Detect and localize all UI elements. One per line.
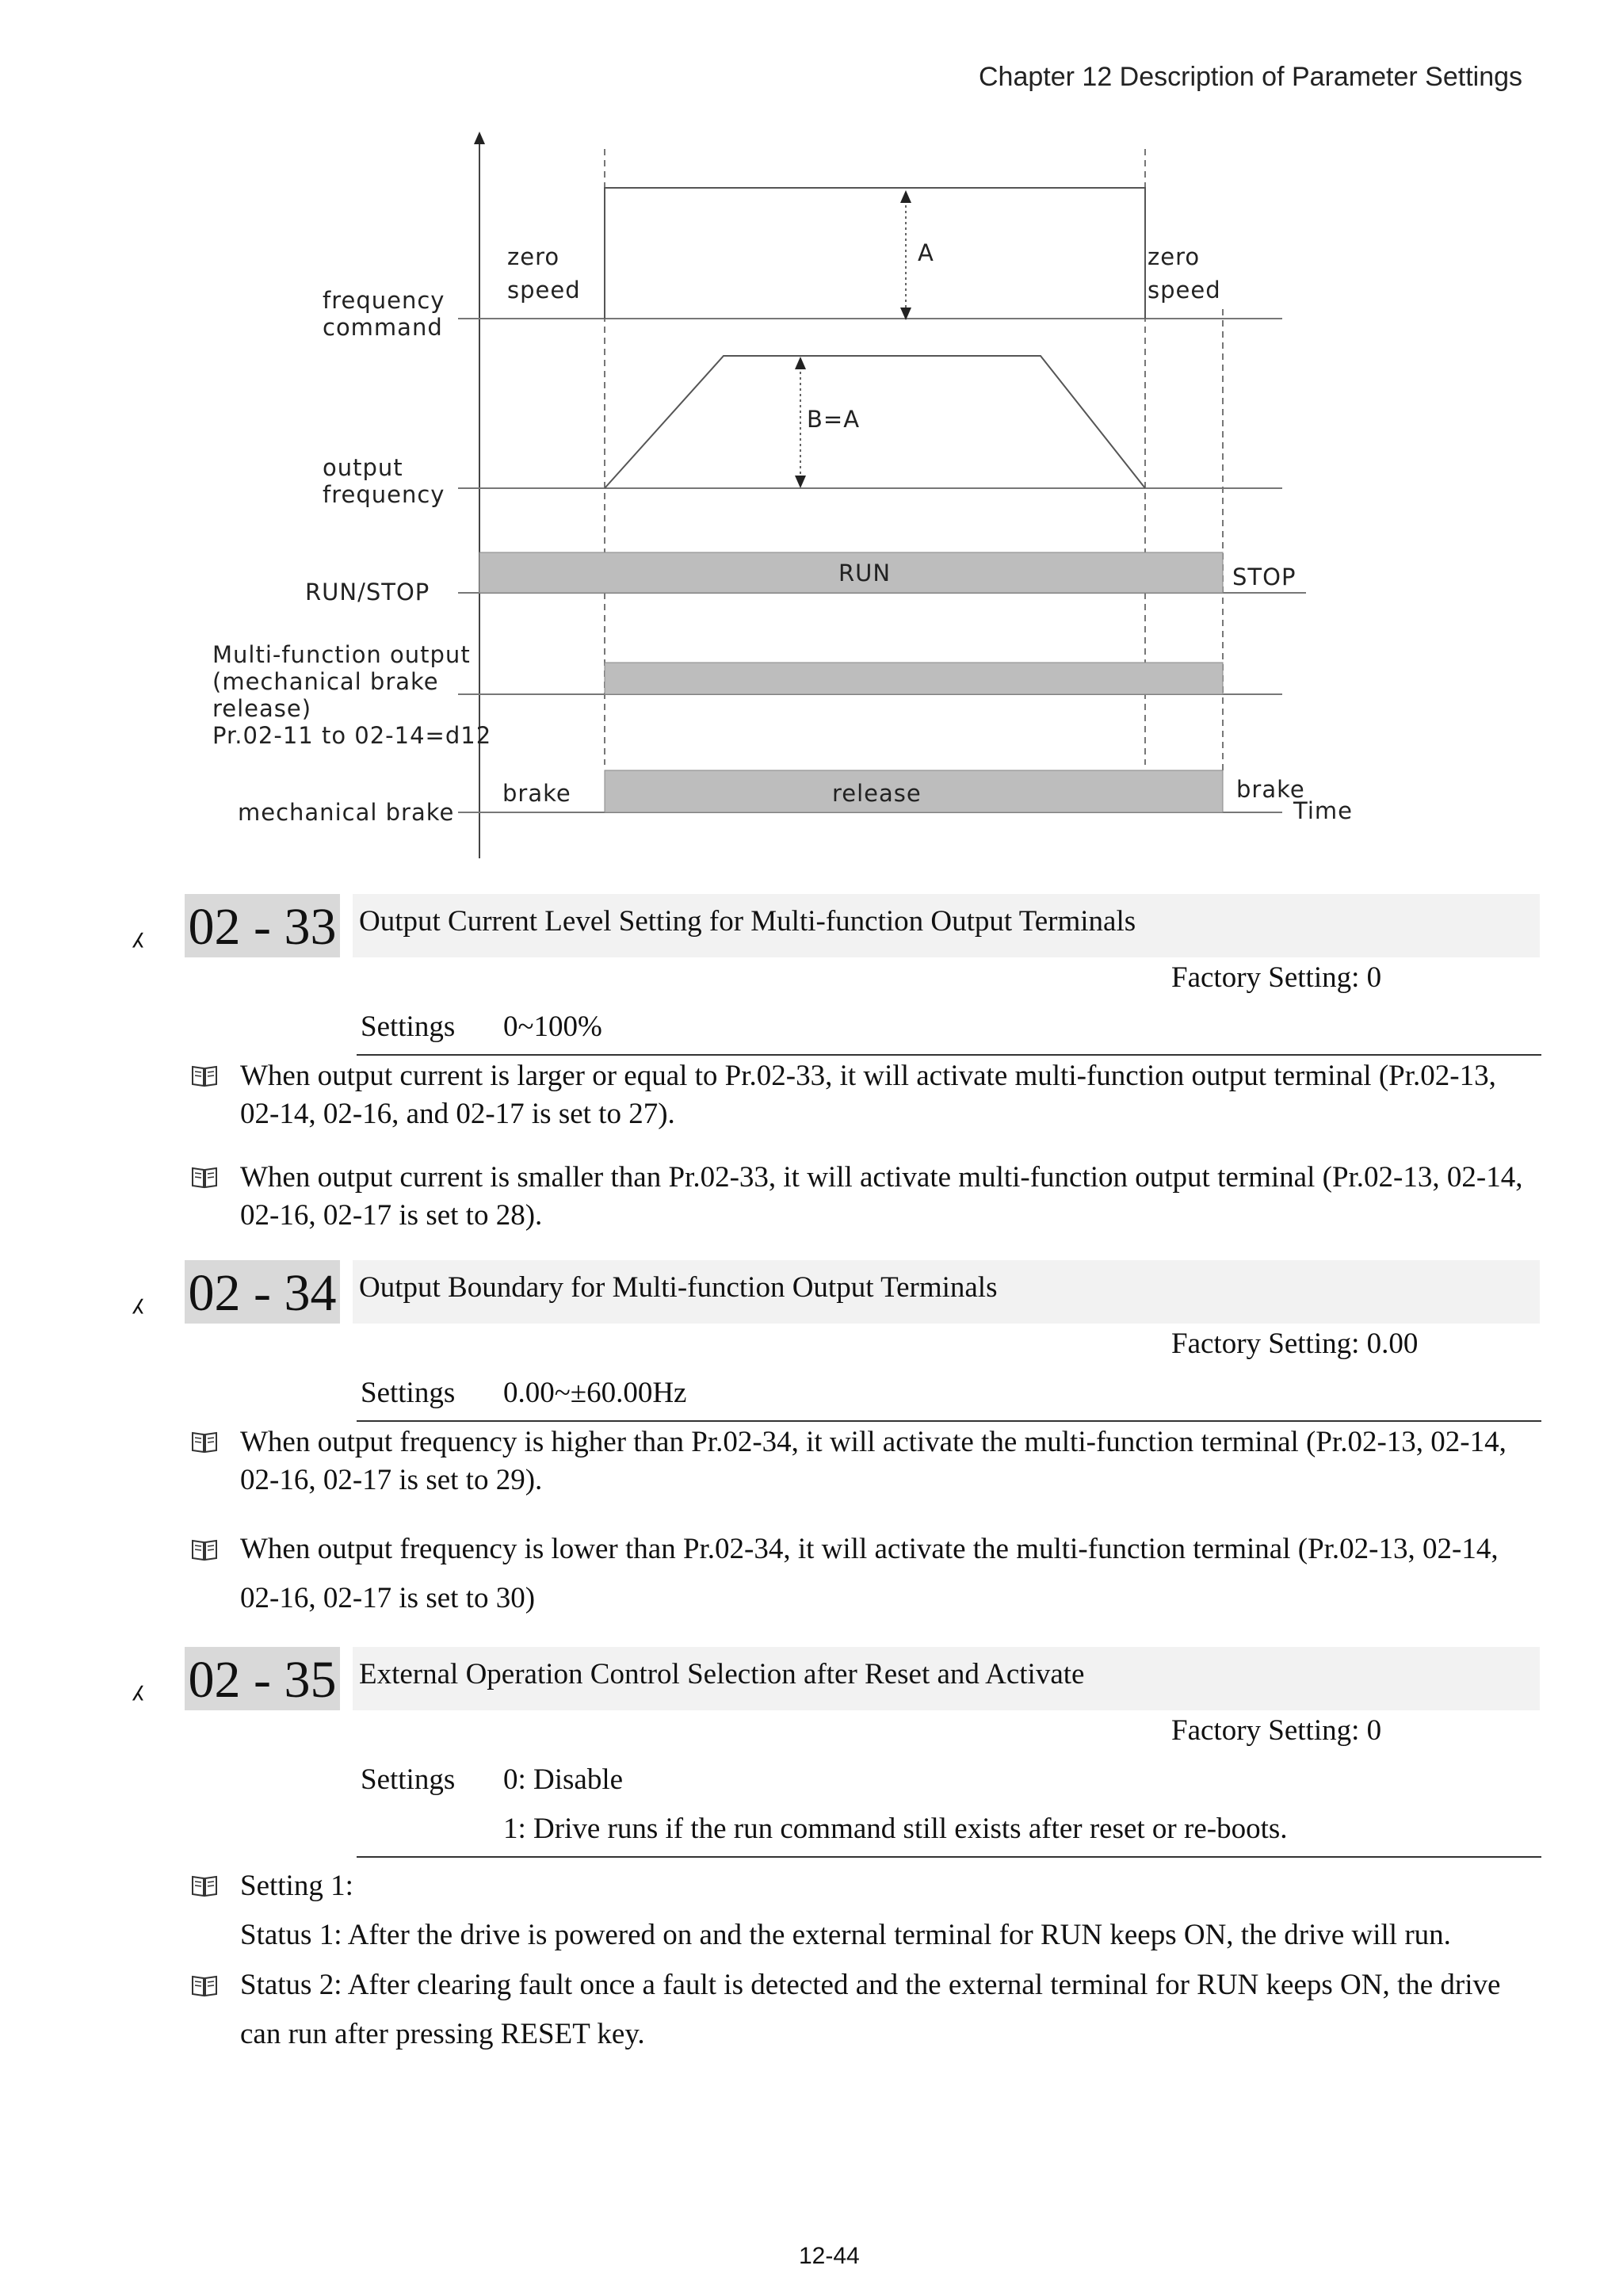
param-title: Output Boundary for Multi-function Output Terminals [353, 1260, 1540, 1324]
factory-setting: Factory Setting: 0.00 [1171, 1328, 1419, 1360]
label-mfo-2: (mechanical brake [212, 668, 439, 695]
label-frequency-command-1: frequency [323, 287, 445, 314]
mfo-bar [605, 663, 1223, 694]
settings-rule [357, 1420, 1541, 1422]
b-arrow-down [795, 476, 806, 488]
note-text: Status 1: After the drive is powered on and the external terminal for RUN keeps ON, the drive will run. [240, 1919, 1451, 1951]
label-frequency-command-2: command [323, 314, 443, 341]
book-icon [191, 1165, 218, 1189]
label-time: Time [1293, 797, 1353, 824]
label-b-eq-a: B=A [807, 406, 861, 433]
page-number: 12-44 [799, 2243, 860, 2269]
write-mark-icon: ⁁ [134, 1664, 145, 1701]
book-icon [191, 1064, 218, 1087]
settings-value: 0~100% [503, 1010, 602, 1043]
book-icon [191, 1430, 218, 1454]
label-zero-right-2: speed [1148, 277, 1221, 304]
label-zero-left-2: speed [507, 277, 581, 304]
chapter-header: Chapter 12 Description of Parameter Settings [979, 62, 1523, 92]
settings-rule [357, 1856, 1541, 1858]
note-text: When output current is larger or equal to Pr.02-33, it will activate multi-function output terminal (Pr.02-13, 02-14, 02-16, and 02-17 is set to 27). [240, 1060, 1496, 1130]
label-mfo-3: release) [212, 695, 312, 722]
book-icon [191, 1973, 218, 1997]
label-zero-left-1: zero [507, 243, 560, 270]
label-zero-right-1: zero [1148, 243, 1201, 270]
param-number: 02 - 34 [185, 1260, 340, 1324]
factory-setting: Factory Setting: 0 [1171, 961, 1382, 994]
settings-label: Settings [361, 1763, 456, 1796]
settings-value: 0: Disable [503, 1763, 624, 1796]
param-title: External Operation Control Selection after Reset and Activate [353, 1647, 1540, 1710]
factory-setting: Factory Setting: 0 [1171, 1714, 1382, 1747]
output-freq-trapezoid [605, 356, 1145, 488]
param-02-35 [131, 1647, 1541, 2091]
label-a: A [918, 239, 934, 266]
label-mfo-4: Pr.02-11 to 02-14=d12 [212, 722, 492, 749]
settings-label: Settings [361, 1010, 456, 1043]
label-mfo-1: Multi-function output [212, 641, 471, 668]
settings-label: Settings [361, 1377, 456, 1409]
settings-value: 1: Drive runs if the run command still exists after reset or re-boots. [503, 1813, 1288, 1845]
timing-diagram [0, 0, 1623, 872]
note-text: When output current is smaller than Pr.02-33, it will activate multi-function output terminal (Pr.02-13, 02-14, 02-16, 02-17 is set to 28). [240, 1161, 1523, 1232]
param-02-34 [131, 1260, 1541, 1625]
label-output-frequency-2: frequency [323, 481, 445, 508]
y-axis-arrow [474, 132, 485, 144]
label-brake-right: brake [1236, 776, 1305, 803]
param-number: 02 - 33 [185, 894, 340, 957]
book-icon [191, 1874, 218, 1897]
settings-value: 0.00~±60.00Hz [503, 1377, 687, 1409]
label-output-frequency-1: output [323, 454, 403, 481]
freq-command-pulse [605, 188, 1145, 319]
write-mark-icon: ⁁ [134, 911, 145, 948]
label-run-stop: RUN/STOP [305, 579, 430, 606]
book-icon [191, 1538, 218, 1561]
write-mark-icon: ⁁ [134, 1278, 145, 1314]
label-stop: STOP [1232, 563, 1296, 590]
note-text: Status 2: After clearing fault once a fault is detected and the external terminal for RUN keeps ON, the drive can run after pressing RESET key. [240, 1969, 1501, 2050]
param-number: 02 - 35 [185, 1647, 340, 1710]
b-arrow-up [795, 357, 806, 369]
label-brake-left: brake [502, 780, 571, 807]
label-release: release [832, 780, 922, 807]
settings-rule [357, 1054, 1541, 1056]
param-title: Output Current Level Setting for Multi-function Output Terminals [353, 894, 1540, 957]
note-text: When output frequency is higher than Pr.02-34, it will activate the multi-function terminal (Pr.02-13, 02-14, 02-16, 02-17 is set to 29). [240, 1426, 1507, 1496]
note-text: When output frequency is lower than Pr.02-34, it will activate the multi-function terminal (Pr.02-13, 02-14, 02-16, 02-17 is set to 30) [240, 1533, 1499, 1614]
a-arrow-up [900, 190, 911, 203]
param-02-33 [131, 894, 1541, 1243]
label-run: RUN [838, 560, 892, 586]
label-mechanical-brake: mechanical brake [238, 799, 455, 826]
note-text: Setting 1: [240, 1870, 353, 1902]
